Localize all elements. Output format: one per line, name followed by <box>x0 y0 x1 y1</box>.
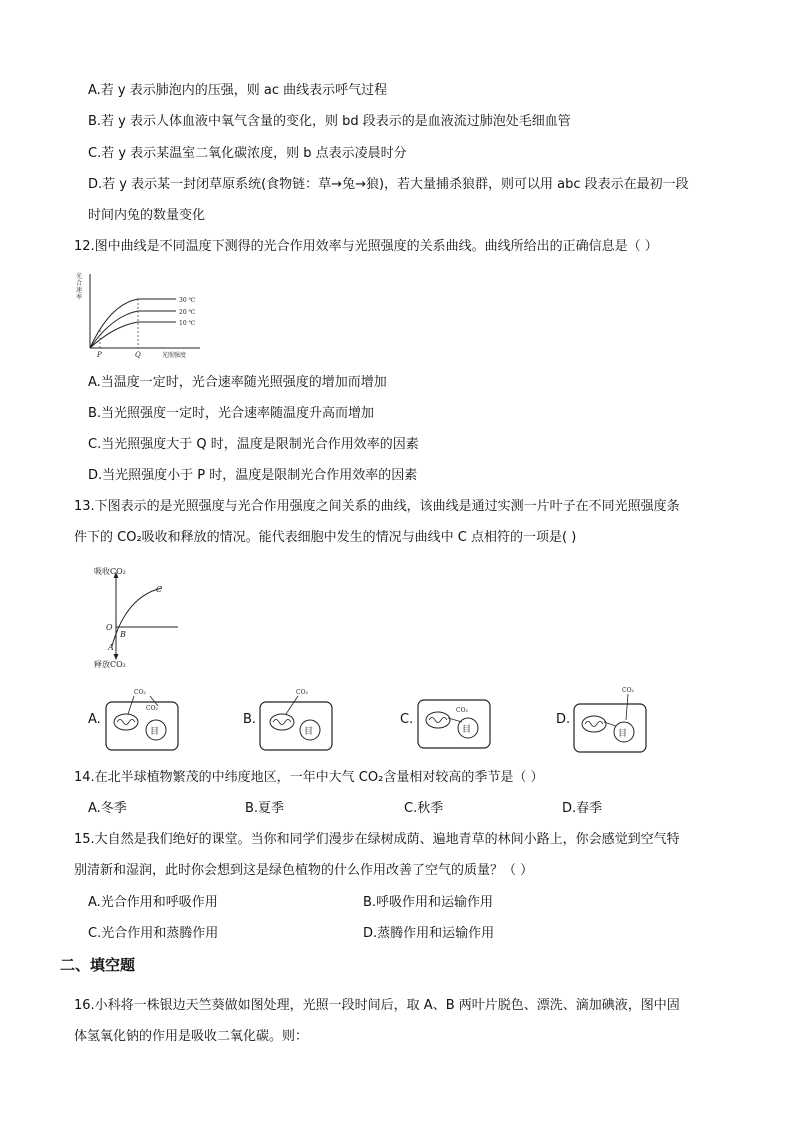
q15-option-b: B.呼吸作用和运输作用 <box>363 895 494 910</box>
q12-label-30: 30 ℃ <box>179 297 196 304</box>
q14-option-a: A.冬季 <box>88 801 127 816</box>
q13-stem-line2: 件下的 CO₂吸收和释放的情况。能代表细胞中发生的情况与曲线中 C 点相符的一项是( ) <box>74 530 577 545</box>
q12-ylabel-char: 光 <box>76 273 83 280</box>
q14-option-b: B.夏季 <box>245 801 285 816</box>
svg-text:目: 目 <box>618 729 628 739</box>
q12-option-c: C.当光照强度大于 Q 时，温度是限制光合作用效率的因素 <box>88 437 419 452</box>
svg-text:目: 目 <box>150 727 160 737</box>
q11-option-c: C.若 y 表示某温室二氧化碳浓度，则 b 点表示凌晨时分 <box>88 146 407 161</box>
q15-stem-line2: 别清新和湿润，此时你会想到这是绿色植物的什么作用改善了空气的质量？（ ） <box>74 863 534 878</box>
mitochondrion-icon <box>270 714 294 730</box>
q13-option-d-label: D. <box>556 712 571 727</box>
q13-option-b-label: B. <box>243 712 257 727</box>
q12-label-20: 20 ℃ <box>179 309 196 316</box>
q13-bottom-label: 释放CO₂ <box>94 660 126 669</box>
q11-option-b: B.若 y 表示人体血液中氧气含量的变化，则 bd 段表示的是血液流过肺泡处毛细血管 <box>88 114 571 129</box>
q13-stem-line1: 13.下图表示的是光照强度与光合作用强度之间关系的曲线，该曲线是通过实测一片叶子在不同光照强度条 <box>74 499 680 514</box>
q12-stem: 12.图中曲线是不同温度下测得的光合作用效率与光照强度的关系曲线。曲线所给出的正确信息是（ ） <box>74 239 658 254</box>
q13-top-label: 吸收CO₂ <box>94 567 126 576</box>
svg-text:CO₂: CO₂ <box>134 689 146 696</box>
q13-option-a-diagram <box>104 684 180 752</box>
mitochondrion-icon <box>114 714 138 730</box>
q13-option-c-label: C. <box>400 712 414 727</box>
q14-option-c: C.秋季 <box>404 801 444 816</box>
svg-text:CO₂: CO₂ <box>146 705 158 712</box>
q15-option-d: D.蒸腾作用和运输作用 <box>363 926 495 941</box>
q14-stem: 14.在北半球植物繁茂的中纬度地区，一年中大气 CO₂含量相对较高的季节是（ ） <box>74 770 544 785</box>
q12-xlabel: 光照强度 <box>162 352 187 359</box>
q13-option-d-diagram <box>572 684 648 754</box>
section-title-fill-in: 二、填空题 <box>60 956 136 974</box>
q12-option-d: D.当光照强度小于 P 时，温度是限制光合作用效率的因素 <box>88 468 418 483</box>
svg-text:CO₂: CO₂ <box>456 707 468 714</box>
svg-text:CO₂: CO₂ <box>296 689 308 696</box>
mitochondrion-icon <box>582 716 606 732</box>
q14-option-d: D.春季 <box>562 801 603 816</box>
q12-label-p: P <box>97 351 102 359</box>
q13-option-c-diagram <box>416 694 492 750</box>
q13-label-a: A <box>108 643 114 652</box>
q15-option-a: A.光合作用和呼吸作用 <box>88 895 218 910</box>
q13-label-c: C <box>156 585 163 594</box>
q12-option-a: A.当温度一定时，光合速率随光照强度的增加而增加 <box>88 375 387 390</box>
q11-option-a: A.若 y 表示肺泡内的压强，则 ac 曲线表示呼气过程 <box>88 83 388 98</box>
q12-ylabel: 光 合 速 率 <box>76 273 83 301</box>
q15-stem-line1: 15.大自然是我们绝好的课堂。当你和同学们漫步在绿树成荫、遍地青草的林间小路上，你会感觉到空气特 <box>74 832 680 847</box>
q12-curve-10 <box>90 322 176 348</box>
q16-stem-line2: 体氢氧化钠的作用是吸收二氧化碳。则： <box>74 1029 309 1044</box>
svg-text:目: 目 <box>462 725 472 735</box>
q12-label-10: 10 ℃ <box>179 320 196 327</box>
svg-text:CO₂: CO₂ <box>622 687 634 694</box>
q13-graph <box>90 566 180 670</box>
q16-stem-line1: 16.小科将一株银边天竺葵做如图处理，光照一段时间后，取 A、B 两叶片脱色、漂洗、滴加碘液，图中固 <box>74 998 680 1013</box>
svg-text:目: 目 <box>304 727 314 737</box>
q12-curve-20 <box>90 311 176 348</box>
q12-label-q: Q <box>135 351 141 359</box>
q15-option-c: C.光合作用和蒸腾作用 <box>88 926 219 941</box>
q13-option-b-diagram <box>258 684 334 752</box>
q11-option-d-line1: D.若 y 表示某一封闭草原系统(食物链：草→兔→狼)，若大量捕杀狼群，则可以用 abc 段表示在最初一段 <box>88 177 689 192</box>
mitochondrion-icon <box>426 712 450 728</box>
q11-option-d-line2: 时间内兔的数量变化 <box>88 208 206 223</box>
q13-option-a-label: A. <box>88 712 101 727</box>
q13-label-o: O <box>106 623 113 632</box>
q12-graph <box>72 268 202 360</box>
q13-label-b: B <box>120 630 126 639</box>
q12-option-b: B.当光照强度一定时，光合速率随温度升高而增加 <box>88 406 375 421</box>
